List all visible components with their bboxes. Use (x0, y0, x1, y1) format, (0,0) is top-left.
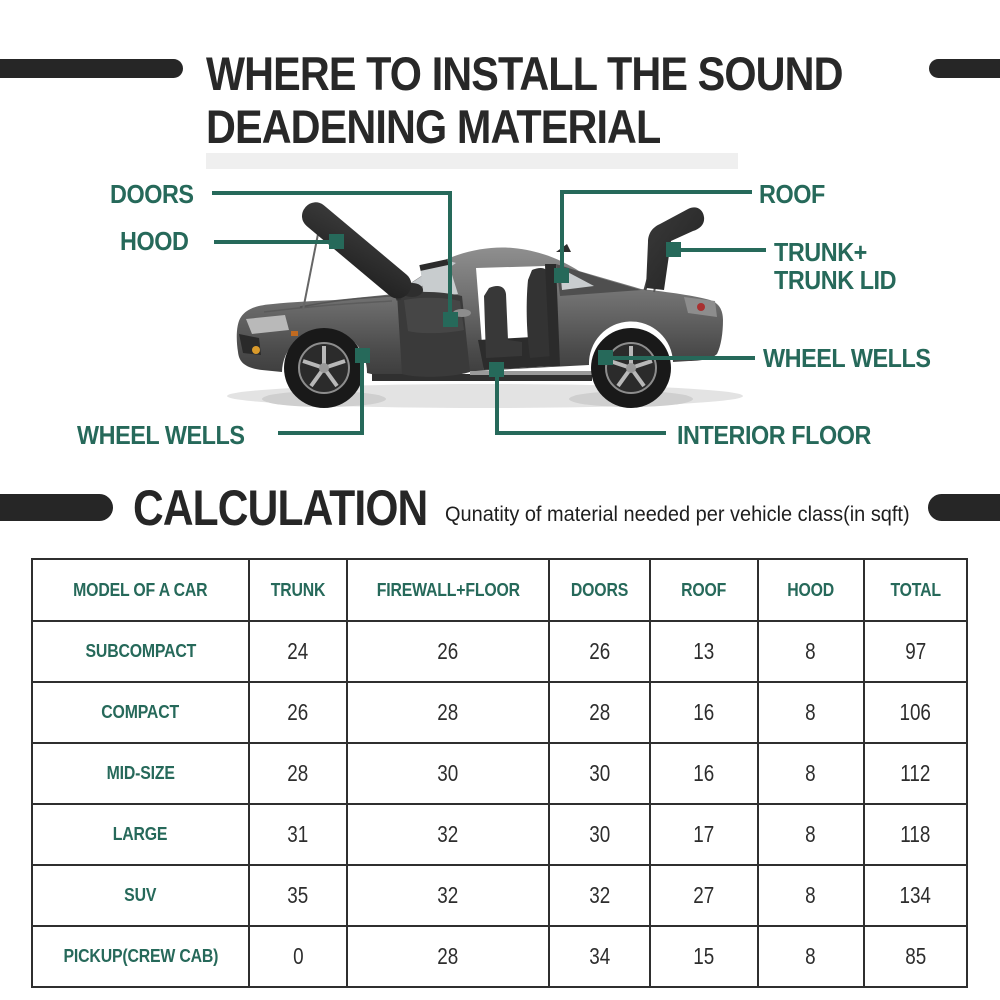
value-cell: 24 (249, 621, 347, 682)
fog-light (252, 346, 260, 354)
value-cell: 28 (347, 682, 549, 743)
label-wheel-wells-right: WHEEL WELLS (763, 343, 931, 373)
tail-light-red (697, 303, 705, 311)
label-trunk-line1: TRUNK+ (774, 237, 867, 267)
material-table (31, 558, 968, 988)
value-cell: 35 (249, 865, 347, 926)
total-cell: 85 (864, 926, 967, 987)
col-header-trunk: TRUNK (249, 559, 347, 621)
front-wheel (284, 328, 364, 408)
value-cell: 30 (347, 743, 549, 804)
rocker-panel (372, 374, 592, 381)
value-cell: 27 (650, 865, 758, 926)
total-cell: 134 (864, 865, 967, 926)
table-row-pickup (32, 926, 967, 987)
total-cell: 106 (864, 682, 967, 743)
label-roof: ROOF (759, 179, 825, 209)
value-cell: 0 (249, 926, 347, 987)
trunk-marker (666, 242, 681, 257)
label-doors: DOORS (110, 179, 194, 209)
col-header-doors: DOORS (549, 559, 650, 621)
open-hood (297, 197, 417, 310)
value-cell: 8 (758, 804, 865, 865)
model-cell: SUV (32, 865, 249, 926)
model-cell: MID-SIZE (32, 743, 249, 804)
table-row-mid-size (32, 743, 967, 804)
label-interior-floor: INTERIOR FLOOR (677, 420, 871, 450)
wheel-wells-left-marker (355, 348, 370, 363)
model-cell: LARGE (32, 804, 249, 865)
value-cell: 13 (650, 621, 758, 682)
value-cell: 32 (347, 865, 549, 926)
page-title-line2: DEADENING MATERIAL (206, 100, 661, 153)
hood-marker (329, 234, 344, 249)
value-cell: 32 (347, 804, 549, 865)
doors-marker (443, 312, 458, 327)
value-cell: 15 (650, 926, 758, 987)
total-cell: 118 (864, 804, 967, 865)
wheel-wells-right-marker (598, 350, 613, 365)
total-cell: 97 (864, 621, 967, 682)
label-wheel-wells-left: WHEEL WELLS (77, 420, 245, 450)
table-row-large (32, 804, 967, 865)
col-header-roof: ROOF (650, 559, 758, 621)
value-cell: 31 (249, 804, 347, 865)
table-row-suv (32, 865, 967, 926)
value-cell: 26 (347, 621, 549, 682)
value-cell: 17 (650, 804, 758, 865)
value-cell: 34 (549, 926, 650, 987)
label-trunk-line2: TRUNK LID (774, 265, 897, 295)
col-header-hood: HOOD (758, 559, 865, 621)
value-cell: 8 (758, 926, 865, 987)
label-hood: HOOD (120, 226, 189, 256)
value-cell: 28 (549, 682, 650, 743)
hood-prop-rod (303, 234, 318, 310)
model-cell: PICKUP(CREW CAB) (32, 926, 249, 987)
value-cell: 30 (549, 804, 650, 865)
value-cell: 28 (347, 926, 549, 987)
calc-accent-bar-right (928, 494, 1000, 521)
col-header-firewall-floor: FIREWALL+FLOOR (347, 559, 549, 621)
value-cell: 16 (650, 682, 758, 743)
value-cell: 16 (650, 743, 758, 804)
value-cell: 8 (758, 743, 865, 804)
roof-marker (554, 268, 569, 283)
calc-accent-bar-left (0, 494, 113, 521)
model-cell: SUBCOMPACT (32, 621, 249, 682)
value-cell: 8 (758, 682, 865, 743)
col-header-model: MODEL OF A CAR (32, 559, 249, 621)
page-title-line1: WHERE TO INSTALL THE SOUND (206, 47, 843, 100)
model-cell: COMPACT (32, 682, 249, 743)
value-cell: 8 (758, 621, 865, 682)
side-marker (291, 331, 298, 336)
calculation-subtitle: Qunatity of material needed per vehicle class(in sqft) (445, 503, 910, 526)
rear-wheel (591, 328, 671, 408)
table-row-compact (32, 682, 967, 743)
table-header-row (32, 559, 967, 621)
value-cell: 26 (549, 621, 650, 682)
table-row-subcompact (32, 621, 967, 682)
total-cell: 112 (864, 743, 967, 804)
calculation-heading: CALCULATION (133, 480, 428, 536)
value-cell: 32 (549, 865, 650, 926)
col-header-total: TOTAL (864, 559, 967, 621)
value-cell: 30 (549, 743, 650, 804)
interior-floor-marker (489, 362, 504, 377)
value-cell: 26 (249, 682, 347, 743)
value-cell: 28 (249, 743, 347, 804)
value-cell: 8 (758, 865, 865, 926)
